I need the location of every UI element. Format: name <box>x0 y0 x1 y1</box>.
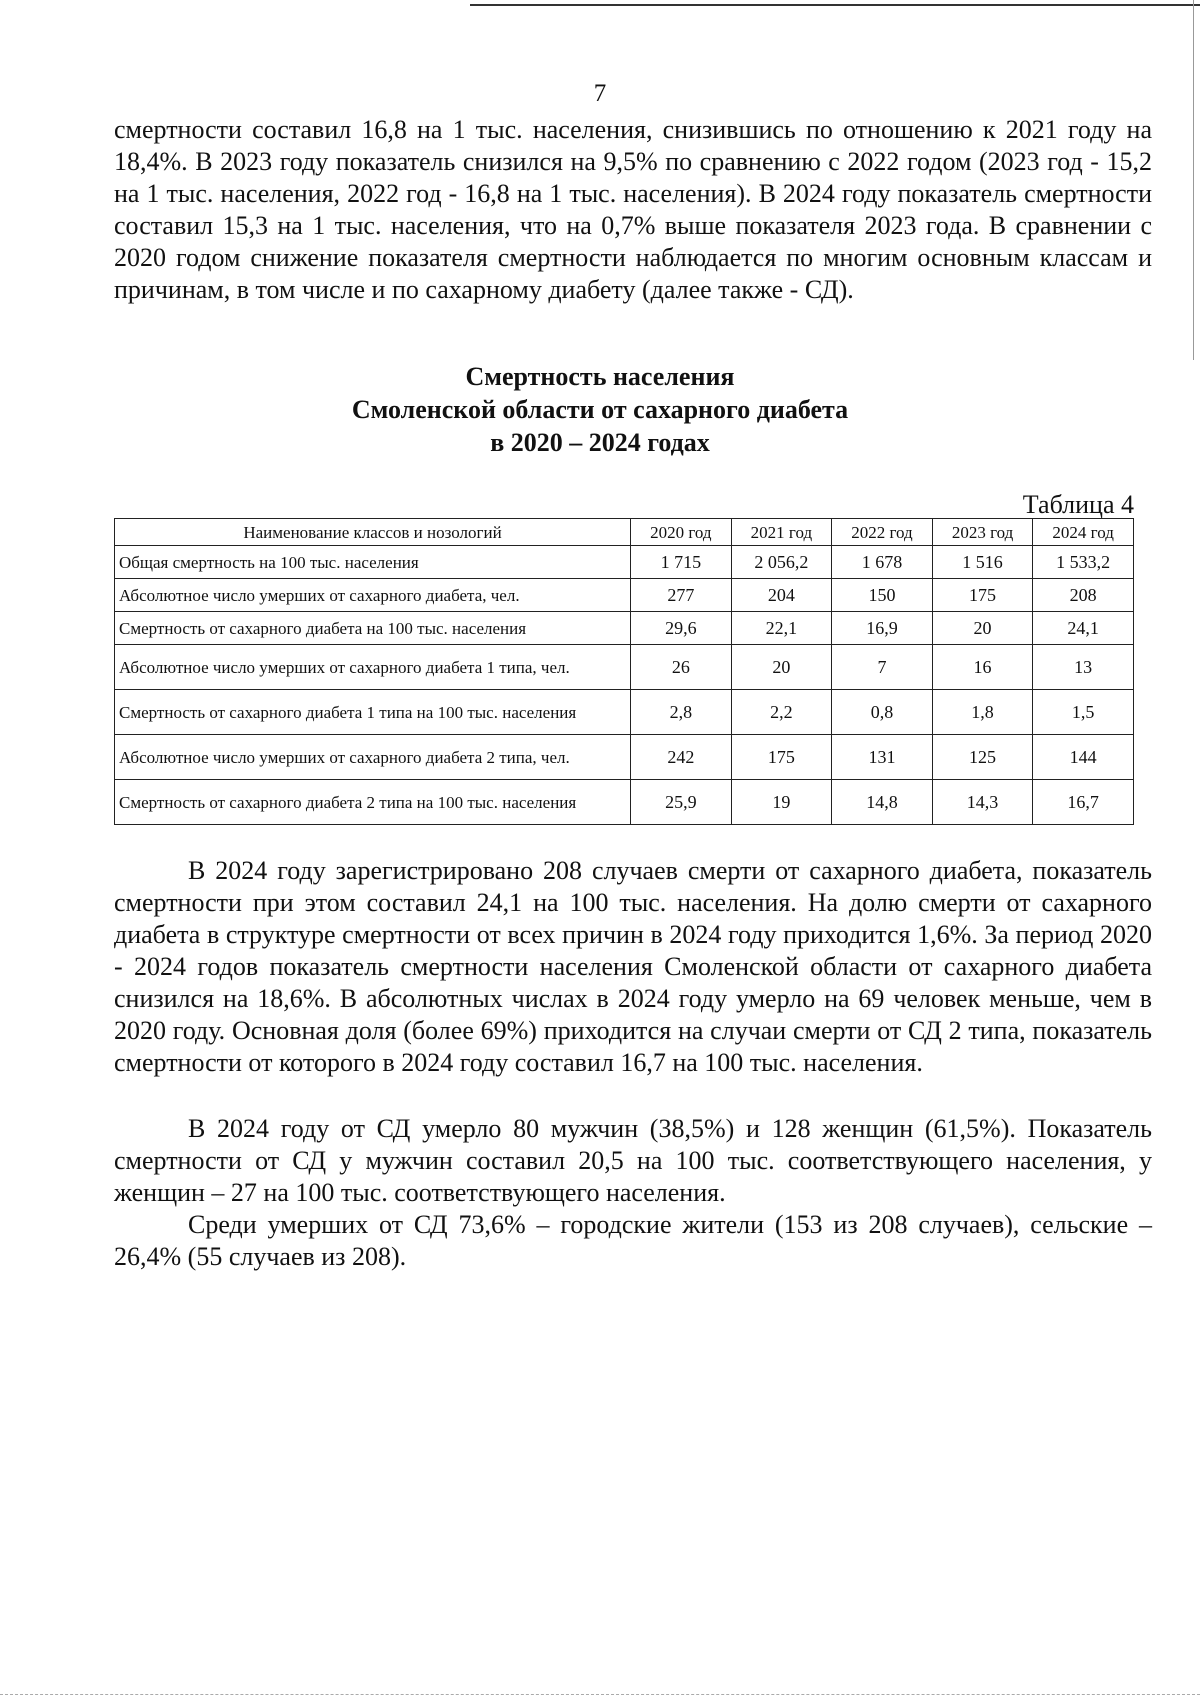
header-2021: 2021 год <box>731 519 832 546</box>
body-paragraph-1: В 2024 году зарегистрировано 208 случаев смерти от сахарного диабета, показатель смертности при этом составил 24,1 на 100 тыс. населения. На долю смерти от сахарного диабета в структуре смертности от всех причин в 2024 году приходится 1,6%. За период 2020 - 2024 годов показатель смертности населения Смоленской области от сахарного диабета снизился на 18,6%. В абсолютных числах в 2024 году умерло на 69 человек меньше, чем в 2020 году. Основная доля (более 69%) приходится на случаи смерти от СД 2 типа, показатель смертности от которого в 2024 году составил 16,7 на 100 тыс. населения. <box>114 856 1152 1077</box>
cell-value: 150 <box>832 579 933 612</box>
cell-value: 29,6 <box>631 612 732 645</box>
cell-value: 7 <box>832 645 933 690</box>
header-2020: 2020 год <box>631 519 732 546</box>
cell-value: 208 <box>1033 579 1134 612</box>
intro-paragraph: смертности составил 16,8 на 1 тыс. населения, снизившись по отношению к 2021 году на 18,4%. В 2023 году показатель снизился на 9,5% по сравнению с 2022 годом (2023 год - 15,2 на 1 тыс. населения, 2022 год - 16,8 на 1 тыс. населения). В 2024 году показатель смертности составил 15,3 на 1 тыс. населения, что на 0,7% выше показателя 2023 года. В сравнении с 2020 годом снижение показателя смертности наблюдается по многим основным классам и причинам, в том числе и по сахарному диабету (далее также - СД). <box>114 115 1152 304</box>
table-row <box>115 612 1134 645</box>
cell-value: 2 056,2 <box>731 546 832 579</box>
row-name: Абсолютное число умерших от сахарного диабета 1 типа, чел. <box>115 645 631 690</box>
table-row <box>115 546 1134 579</box>
title-line-3: в 2020 – 2024 годах <box>490 428 710 457</box>
cell-value: 1 678 <box>832 546 933 579</box>
cell-value: 2,2 <box>731 690 832 735</box>
page-number: 7 <box>593 80 607 107</box>
cell-value: 2,8 <box>631 690 732 735</box>
row-name: Абсолютное число умерших от сахарного диабета 2 типа, чел. <box>115 735 631 780</box>
cell-value: 1,5 <box>1033 690 1134 735</box>
row-name: Смертность от сахарного диабета на 100 тыс. населения <box>115 612 631 645</box>
scan-edge-right <box>1193 0 1194 360</box>
table-label: Таблица 4 <box>1022 490 1134 519</box>
cell-value: 16,9 <box>832 612 933 645</box>
mortality-table <box>114 518 1134 825</box>
table-row <box>115 579 1134 612</box>
cell-value: 204 <box>731 579 832 612</box>
cell-value: 16,7 <box>1033 780 1134 825</box>
cell-value: 277 <box>631 579 732 612</box>
cell-value: 144 <box>1033 735 1134 780</box>
cell-value: 1 715 <box>631 546 732 579</box>
cell-value: 125 <box>932 735 1033 780</box>
cell-value: 0,8 <box>832 690 933 735</box>
scan-edge-bottom <box>0 1694 1200 1695</box>
header-2022: 2022 год <box>832 519 933 546</box>
cell-value: 131 <box>832 735 933 780</box>
cell-value: 24,1 <box>1033 612 1134 645</box>
body-paragraph-2: В 2024 году от СД умерло 80 мужчин (38,5%) и 128 женщин (61,5%). Показатель смертности от СД у мужчин составил 20,5 на 100 тыс. соответствующего населения, у женщин – 27 на 100 тыс. соответствующего населения. <box>114 1114 1152 1207</box>
cell-value: 19 <box>731 780 832 825</box>
body-paragraph-3: Среди умерших от СД 73,6% – городские жители (153 из 208 случаев), сельские – 26,4% (55 случаев из 208). <box>114 1210 1152 1271</box>
cell-value: 1 533,2 <box>1033 546 1134 579</box>
row-name: Абсолютное число умерших от сахарного диабета, чел. <box>115 579 631 612</box>
cell-value: 16 <box>932 645 1033 690</box>
cell-value: 26 <box>631 645 732 690</box>
row-name: Смертность от сахарного диабета 1 типа на 100 тыс. населения <box>115 690 631 735</box>
cell-value: 242 <box>631 735 732 780</box>
title-line-1: Смертность населения <box>465 362 735 391</box>
cell-value: 13 <box>1033 645 1134 690</box>
cell-value: 25,9 <box>631 780 732 825</box>
table-title <box>0 360 1200 459</box>
table-header-row <box>115 519 1134 546</box>
table-row <box>115 645 1134 690</box>
table-row <box>115 735 1134 780</box>
cell-value: 1,8 <box>932 690 1033 735</box>
cell-value: 22,1 <box>731 612 832 645</box>
row-name: Общая смертность на 100 тыс. населения <box>115 546 631 579</box>
header-2023: 2023 год <box>932 519 1033 546</box>
header-name: Наименование классов и нозологий <box>115 519 631 546</box>
table-row <box>115 690 1134 735</box>
title-line-2: Смоленской области от сахарного диабета <box>351 395 849 424</box>
header-2024: 2024 год <box>1033 519 1134 546</box>
row-name: Смертность от сахарного диабета 2 типа на 100 тыс. населения <box>115 780 631 825</box>
cell-value: 1 516 <box>932 546 1033 579</box>
cell-value: 20 <box>932 612 1033 645</box>
cell-value: 175 <box>731 735 832 780</box>
cell-value: 20 <box>731 645 832 690</box>
table-row <box>115 780 1134 825</box>
cell-value: 14,3 <box>932 780 1033 825</box>
scan-edge-top <box>470 4 1200 6</box>
cell-value: 14,8 <box>832 780 933 825</box>
cell-value: 175 <box>932 579 1033 612</box>
